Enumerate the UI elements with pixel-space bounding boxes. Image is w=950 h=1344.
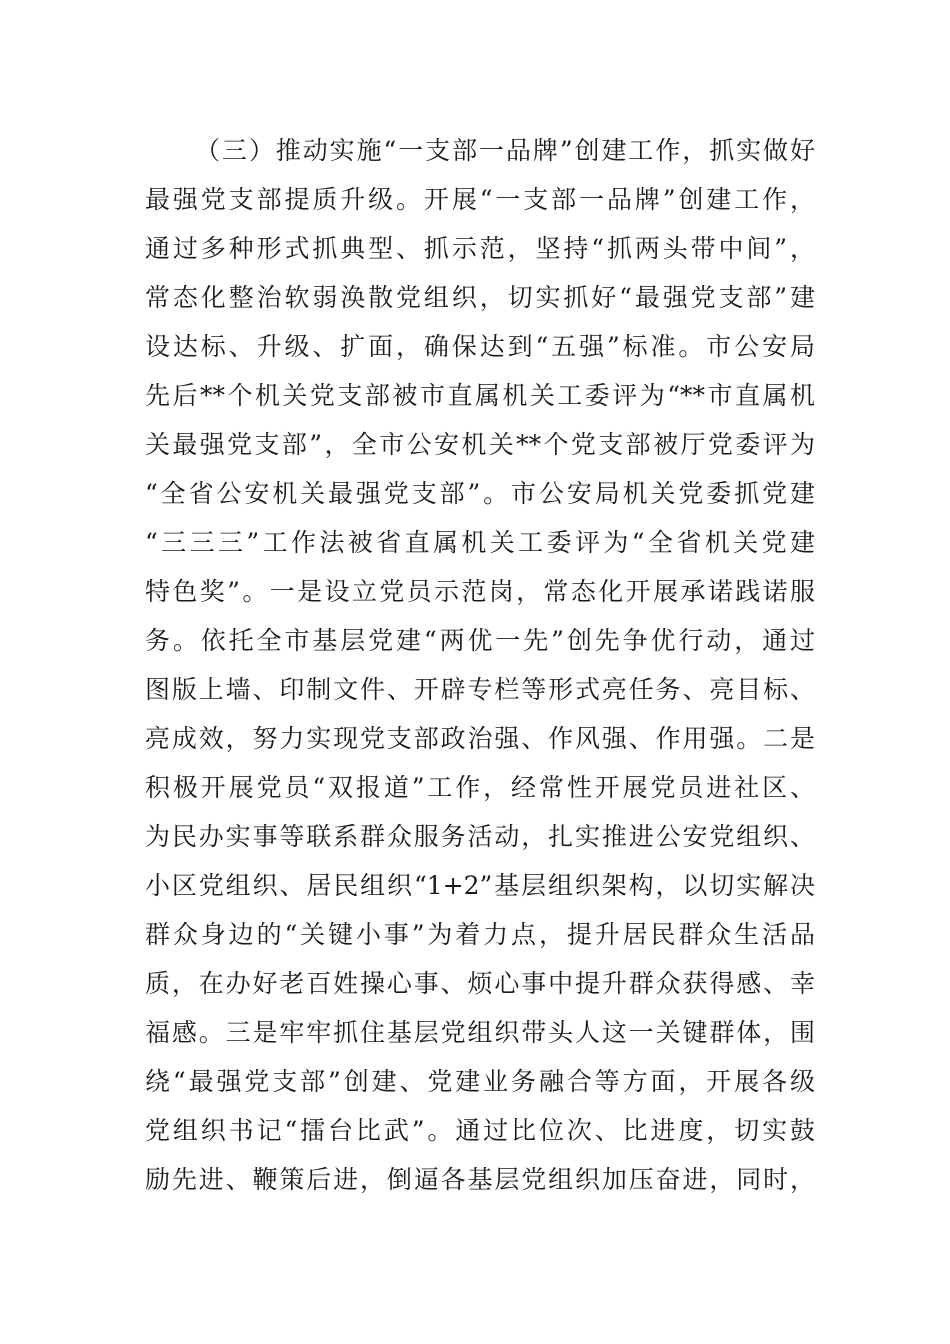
paragraph-line-3: 通过多种形式抓典型、抓示范，坚持“抓两头带中间”， (145, 234, 815, 263)
paragraph-line-7: 关最强党支部”，全市公安机关**个党支部被厅党委评为 (145, 430, 815, 459)
paragraph-line-21: 党组织书记“擂台比武”。通过比位次、比进度，切实鼓 (145, 1116, 815, 1145)
paragraph-line-17: 群众身边的“关键小事”为着力点，提升居民群众生活品 (145, 920, 815, 949)
paragraph-line-12: 图版上墙、印制文件、开辟专栏等形式亮任务、亮目标、 (145, 675, 815, 704)
paragraph-line-22: 励先进、鞭策后进，倒逼各基层党组织加压奋进，同时， (145, 1165, 815, 1194)
paragraph-line-15: 为民办实事等联系群众服务活动，扎实推进公安党组织、 (145, 822, 815, 851)
paragraph-line-2: 最强党支部提质升级。开展“一支部一品牌”创建工作， (145, 185, 815, 214)
paragraph-line-4: 常态化整治软弱涣散党组织，切实抓好“最强党支部”建 (145, 283, 815, 312)
paragraph-line-10: 特色奖”。一是设立党员示范岗，常态化开展承诺践诺服 (145, 577, 815, 606)
paragraph-line-1: （三）推动实施“一支部一品牌”创建工作，抓实做好 (195, 136, 815, 165)
paragraph-line-8: “全省公安机关最强党支部”。市公安局机关党委抓党建 (145, 479, 815, 508)
paragraph-line-9: “三三三”工作法被省直属机关工委评为“全省机关党建 (145, 528, 815, 557)
paragraph-line-19: 福感。三是牢牢抓住基层党组织带头人这一关键群体，围 (145, 1018, 815, 1047)
paragraph-line-11: 务。依托全市基层党建“两优一先”创先争优行动，通过 (145, 626, 815, 655)
paragraph-line-14: 积极开展党员“双报道”工作，经常性开展党员进社区、 (145, 773, 815, 802)
paragraph-line-5: 设达标、升级、扩面，确保达到“五强”标准。市公安局 (145, 332, 815, 361)
body-paragraph (145, 126, 815, 1204)
paragraph-line-20: 绕“最强党支部”创建、党建业务融合等方面，开展各级 (145, 1067, 815, 1096)
paragraph-line-13: 亮成效，努力实现党支部政治强、作风强、作用强。二是 (145, 724, 815, 753)
paragraph-line-18: 质，在办好老百姓操心事、烦心事中提升群众获得感、幸 (145, 969, 815, 998)
paragraph-line-6: 先后**个机关党支部被市直属机关工委评为“**市直属机 (145, 381, 815, 410)
paragraph-line-16: 小区党组织、居民组织“1+2”基层组织架构，以切实解决 (145, 871, 815, 900)
